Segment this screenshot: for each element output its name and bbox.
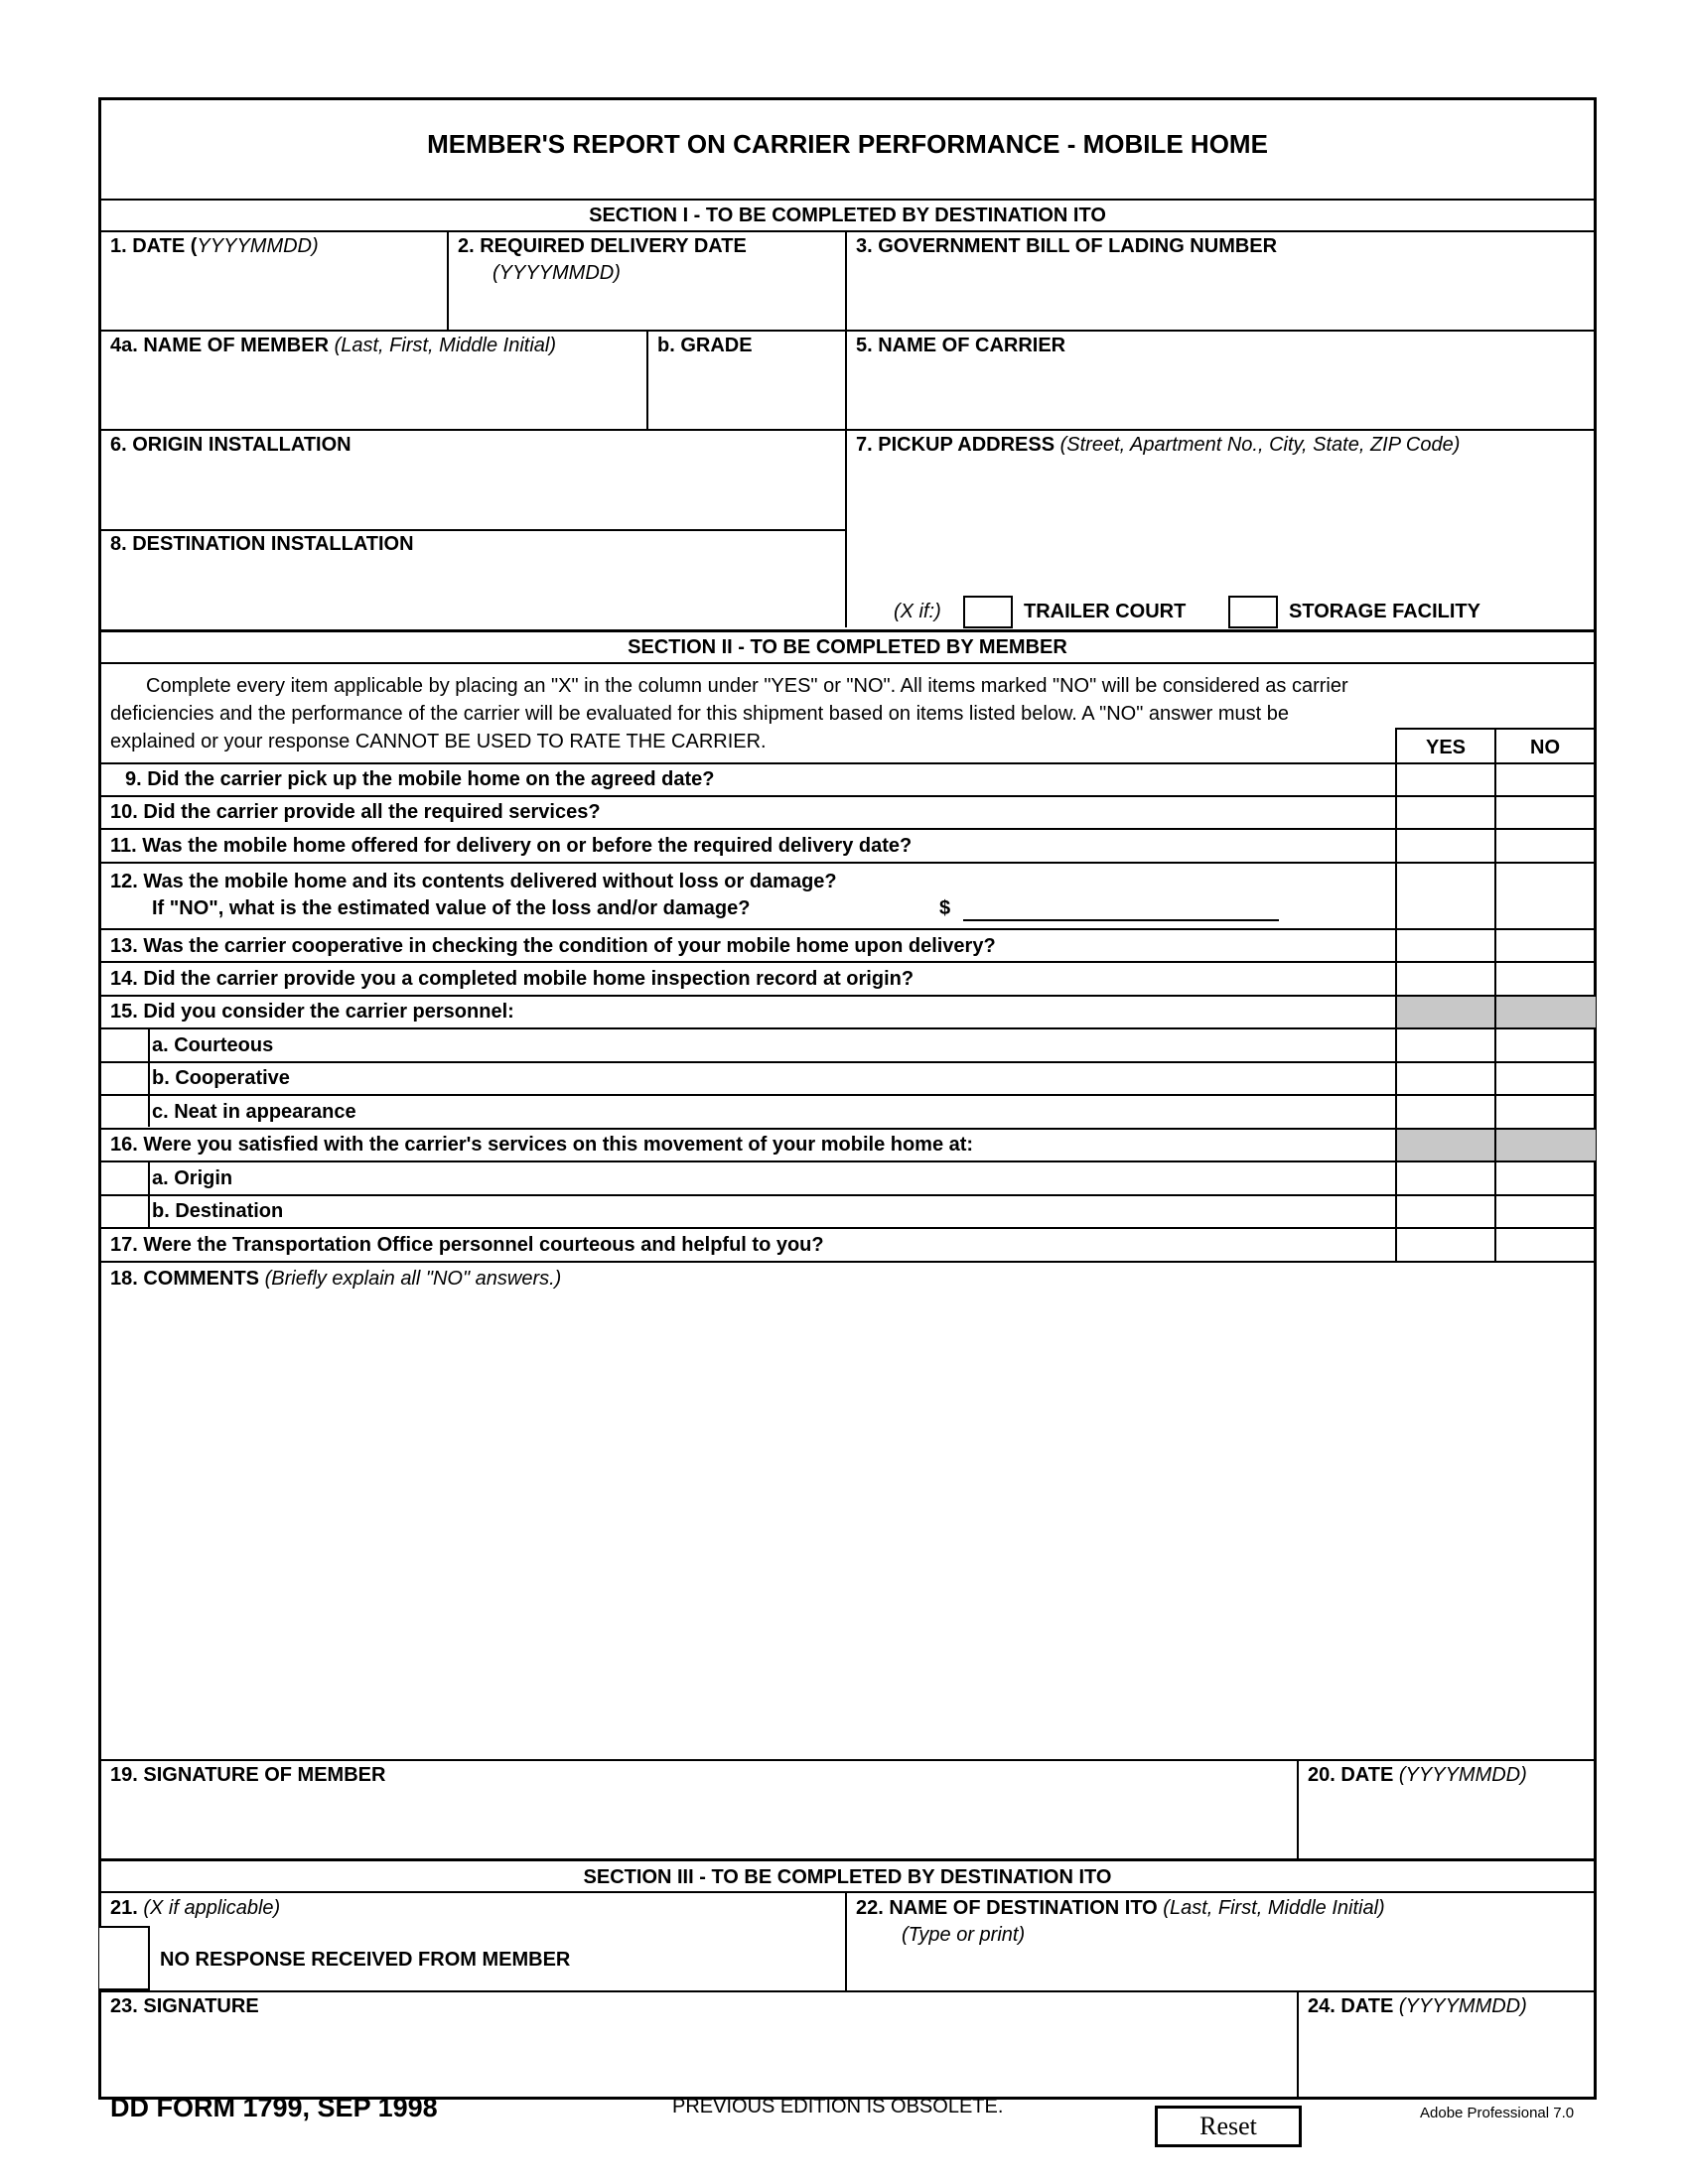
origin-installation-field[interactable] [103,459,841,526]
q16b-yes-box[interactable] [1397,1196,1496,1227]
question-15a: a. Courteous [152,1034,274,1056]
divider [99,1128,1596,1130]
divider [99,230,1596,232]
shaded-cell [1496,997,1596,1027]
field-8-label: 8. DESTINATION INSTALLATION [110,533,414,555]
required-delivery-date-field[interactable] [451,286,841,328]
divider [99,1194,1596,1196]
yes-column-header: YES [1425,737,1467,758]
field-20-label: 20. DATE (YYYYMMDD) [1308,1764,1527,1786]
divider [1297,1759,1299,1858]
section-1-header: SECTION I - TO BE COMPLETED BY DESTINATION ITO [589,205,1106,226]
divider [148,1160,150,1227]
question-13: 13. Was the carrier cooperative in checking the condition of your mobile home upon delivery? [110,935,996,957]
divider [99,429,1596,431]
question-16a: a. Origin [152,1167,233,1189]
field-18-label: 18. COMMENTS (Briefly explain all "NO" answers.) [110,1268,562,1290]
obsolete-notice: PREVIOUS EDITION IS OBSOLETE. [672,2096,1004,2117]
q14-no-box[interactable] [1496,963,1596,994]
q9-no-box[interactable] [1496,764,1596,795]
q15b-yes-box[interactable] [1397,1063,1496,1094]
q15a-no-box[interactable] [1496,1029,1596,1060]
software-label: Adobe Professional 7.0 [1420,2105,1575,2121]
divider [99,1891,1596,1893]
divider [99,762,1596,764]
divider [99,529,845,531]
dollar-sign: $ [939,897,951,919]
q16b-no-box[interactable] [1496,1196,1596,1227]
member-date-field[interactable] [1301,1789,1594,1856]
divider [845,1891,847,1990]
q12-no-box[interactable] [1496,864,1596,927]
field-7-label: 7. PICKUP ADDRESS (Street, Apartment No., City, State, ZIP Code) [856,434,1461,456]
q15b-no-box[interactable] [1496,1063,1596,1094]
q13-no-box[interactable] [1496,930,1596,961]
storage-facility-checkbox[interactable] [1228,596,1278,628]
grade-field[interactable] [650,359,841,427]
q9-yes-box[interactable] [1397,764,1496,795]
instructions-line-1: Complete every item applicable by placing an "X" in the column under "YES" or "NO". All items marked "NO" will be considered as carrier [146,675,1348,697]
no-response-checkbox[interactable] [99,1926,150,1990]
divider [646,330,648,429]
question-12-followup: If "NO", what is the estimated value of the loss and/or damage? [152,897,751,919]
question-15c: c. Neat in appearance [152,1101,356,1123]
q11-yes-box[interactable] [1397,830,1496,861]
divider [99,1027,1596,1029]
divider [99,1160,1596,1162]
instructions-line-3: explained or your response CANNOT BE USED TO RATE THE CARRIER. [110,731,767,752]
q17-no-box[interactable] [1496,1229,1596,1260]
divider [99,199,1596,201]
divider [99,1061,1596,1063]
pickup-address-field[interactable] [849,459,1594,588]
q14-yes-box[interactable] [1397,963,1496,994]
divider [99,629,1596,632]
no-column-header: NO [1530,737,1560,758]
shaded-cell [1397,997,1494,1027]
shaded-cell [1397,1130,1494,1160]
x-if-hint: (X if:) [894,601,941,622]
no-response-label: NO RESPONSE RECEIVED FROM MEMBER [160,1949,571,1971]
member-signature-field[interactable] [103,1789,1293,1856]
divider [99,961,1596,963]
shaded-cell [1496,1130,1596,1160]
divider [99,828,1596,830]
date-field[interactable] [103,260,443,328]
comments-field[interactable] [103,1293,1594,1757]
trailer-court-checkbox[interactable] [963,596,1013,628]
divider [99,1759,1596,1761]
question-15b: b. Cooperative [152,1067,290,1089]
q12-yes-box[interactable] [1397,864,1496,927]
form-title: MEMBER'S REPORT ON CARRIER PERFORMANCE - MOBILE HOME [427,129,1268,159]
divider [447,230,449,330]
question-16b: b. Destination [152,1200,284,1222]
divider [99,928,1596,930]
q17-yes-box[interactable] [1397,1229,1496,1260]
field-24-label: 24. DATE (YYYYMMDD) [1308,1995,1527,2017]
form-identifier: DD FORM 1799, SEP 1998 [110,2093,438,2122]
q13-yes-box[interactable] [1397,930,1496,961]
field-2-hint: (YYYYMMDD) [492,262,621,284]
field-22-hint: (Type or print) [902,1924,1026,1946]
instructions-line-2: deficiencies and the performance of the carrier will be evaluated for this shipment based on items listed below. A "NO" answer must be [110,703,1290,725]
field-19-label: 19. SIGNATURE OF MEMBER [110,1764,386,1786]
q10-no-box[interactable] [1496,797,1596,828]
field-5-label: 5. NAME OF CARRIER [856,335,1066,356]
divider [99,862,1596,864]
reset-button[interactable]: Reset [1155,2106,1302,2147]
field-4b-label: b. GRADE [657,335,753,356]
divider [99,330,1596,332]
gbl-number-field[interactable] [849,260,1594,328]
ito-date-field[interactable] [1301,2020,1594,2096]
divider [99,662,1596,664]
question-9: 9. Did the carrier pick up the mobile home on the agreed date? [125,768,715,790]
question-11: 11. Was the mobile home offered for delivery on or before the required delivery date? [110,835,913,857]
divider [99,1990,1596,1992]
q11-no-box[interactable] [1496,830,1596,861]
divider [99,1261,1596,1263]
destination-installation-field[interactable] [103,558,841,625]
field-6-label: 6. ORIGIN INSTALLATION [110,434,352,456]
q15c-no-box[interactable] [1496,1096,1596,1127]
question-17: 17. Were the Transportation Office personnel courteous and helpful to you? [110,1234,824,1256]
divider [99,1227,1596,1229]
divider [99,1858,1596,1861]
loss-value-underline [963,919,1279,921]
loss-value-field[interactable] [963,892,1279,918]
divider [1297,1990,1299,2100]
field-1-label: 1. DATE (YYYYMMDD) [110,235,319,257]
divider [99,1094,1596,1096]
storage-facility-label: STORAGE FACILITY [1289,601,1480,622]
section-2-header: SECTION II - TO BE COMPLETED BY MEMBER [628,636,1067,658]
q15c-yes-box[interactable] [1397,1096,1496,1127]
field-22-label: 22. NAME OF DESTINATION ITO (Last, First, Middle Initial) [856,1897,1385,1919]
section-3-header: SECTION III - TO BE COMPLETED BY DESTINATION ITO [583,1866,1112,1888]
carrier-name-field[interactable] [849,359,1594,427]
destination-ito-name-field[interactable] [849,1948,1594,1988]
q16a-yes-box[interactable] [1397,1162,1496,1193]
field-23-label: 23. SIGNATURE [110,1995,259,2017]
member-name-field[interactable] [103,359,642,427]
field-4a-label: 4a. NAME OF MEMBER (Last, First, Middle Initial) [110,335,556,356]
question-15: 15. Did you consider the carrier personnel: [110,1001,514,1023]
divider [99,995,1596,997]
question-10: 10. Did the carrier provide all the required services? [110,801,601,823]
divider [148,1027,150,1127]
field-3-label: 3. GOVERNMENT BILL OF LADING NUMBER [856,235,1278,257]
field-2-label: 2. REQUIRED DELIVERY DATE [458,235,747,257]
trailer-court-label: TRAILER COURT [1024,601,1187,622]
divider [99,795,1596,797]
ito-signature-field[interactable] [103,2020,1293,2096]
question-14: 14. Did the carrier provide you a completed mobile home inspection record at origin? [110,968,914,990]
q16a-no-box[interactable] [1496,1162,1596,1193]
question-16: 16. Were you satisfied with the carrier's services on this movement of your mobile home at: [110,1134,974,1156]
q15a-yes-box[interactable] [1397,1029,1496,1060]
q10-yes-box[interactable] [1397,797,1496,828]
question-12: 12. Was the mobile home and its contents delivered without loss or damage? [110,871,837,892]
field-21-label: 21. (X if applicable) [110,1897,281,1919]
